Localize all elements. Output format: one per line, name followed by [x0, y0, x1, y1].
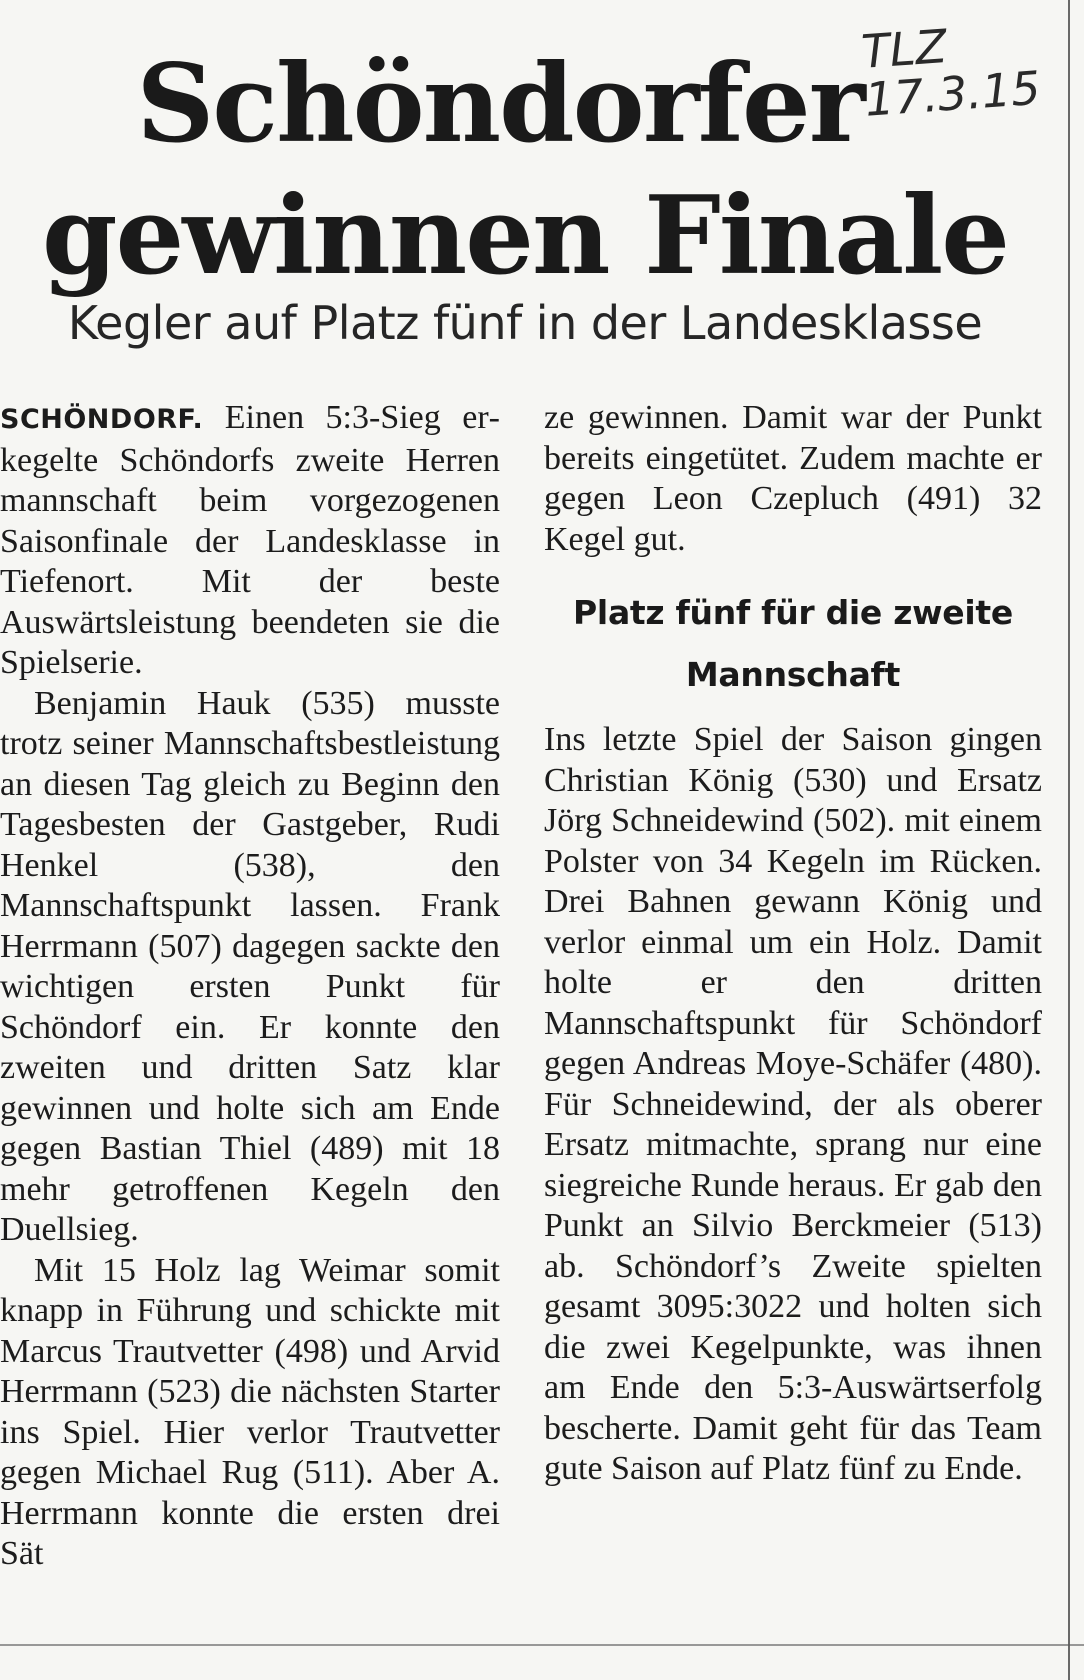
- article-paragraph-5: Ins letzte Spiel der Saison gingen Christian König (530) und Ersatz Jörg Schneidewind (502). mit einem Polster von 34 Kegeln im Rücken. Drei Bahnen gewann König und verlor einmal um ein Holz. Damit holte er den dritten Mannschaftspunkt für Schöndorf gegen Andreas Moye-Schäfer (480). Für Schneidewind, der als oberer Ersatz mitmachte, sprang nur eine siegreiche Runde heraus. Er gab den Punkt an Silvio Berckmeier (513) ab. Schöndorf’s Zweite spielten gesamt 3095:3022 und holten sich die zwei Kegelpunkte, was ihnen am Ende den 5:3-Auswärtserfolg bescherte. Damit geht für das Team gute Saison auf Platz fünf zu Ende.: [544, 721, 1042, 1487]
- subheadline: Kegler auf Platz fünf in der Landesklasse: [67, 296, 983, 350]
- headline-line-1: Schöndorfer: [136, 41, 864, 167]
- section-subtitle: Platz fünf für die zweite Mannschaft: [573, 593, 1013, 694]
- headline-line-2: gewinnen Finale: [41, 173, 1009, 299]
- clipping-right-edge: [1068, 0, 1070, 1680]
- article-paragraph-1: [0, 398, 500, 684]
- article-column-left: [0, 398, 500, 1575]
- article-column-right: [544, 398, 1042, 1490]
- dateline: SCHÖNDORF.: [0, 404, 204, 435]
- handwritten-date: 17.3.15: [863, 60, 1043, 128]
- article-paragraph-3: Mit 15 Holz lag Weimar somit knapp in Führung und schickte mit Marcus Trautvetter (498) und Arvid Herrmann (523) die nächsten Starter ins Spiel. Hier verlor Trautvetter gegen Michael Rug (511). Aber A. Herrmann konnte die ersten drei Sät: [0, 1251, 500, 1572]
- handwritten-note: [859, 16, 1043, 128]
- paragraph-1-text: Einen 5:3-Sieg erkegelte Schöndorfs zweite Herren mannschaft beim vorgezogenen Saisonfinale der Landesklasse in Tiefenort. Mit der beste Auswärtsleistung beendeten sie die Spielserie.: [0, 399, 500, 681]
- handwritten-source: TLZ: [859, 19, 949, 79]
- article-paragraph-2: Benjamin Hauk (535) musste trotz seiner Mannschaftsbestleistung an diesen Tag gleich zu Beginn den Tagesbesten der Gastgeber, Rudi Henkel (538), den Mannschaftspunkt lassen. Frank Herrmann (507) dagegen sackte den wichtigen ersten Punkt für Schöndorf ein. Er konnte den zweiten und dritten Satz klar gewinnen und holte sich am Ende gegen Bastian Thiel (489) mit 18 mehr getroffenen Kegeln den Duellsieg.: [0, 684, 500, 1248]
- article-paragraph-4: ze gewinnen. Damit war der Punkt bereits eingetütet. Zudem machte er gegen Leon Czepluch (491) 32 Kegel gut.: [544, 399, 1042, 558]
- clipping-bottom-edge: [0, 1644, 1084, 1646]
